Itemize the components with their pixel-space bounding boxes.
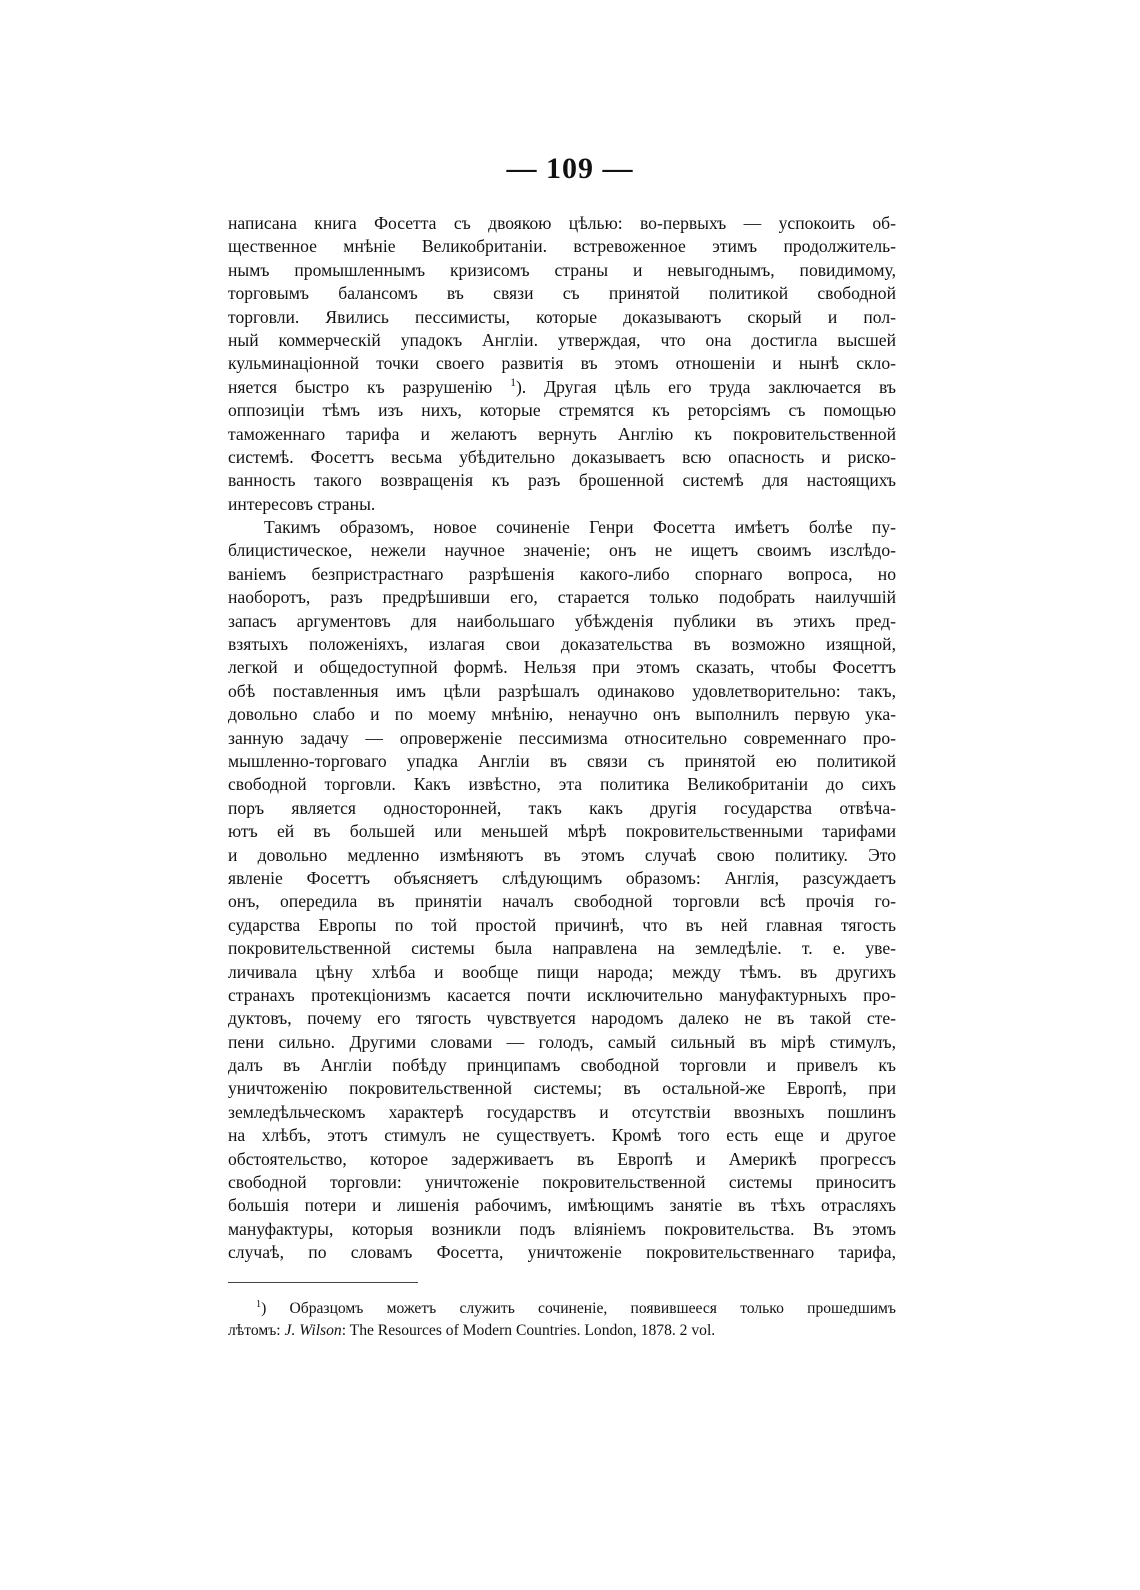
text-line: ный коммерческій упадокъ Англіи. утверждая, что она достигла высшей [228, 329, 896, 350]
text-line: написана книга Фосетта съ двоякою цѣлью: во-первыхъ — успокоить об- [228, 213, 896, 233]
text-line: торговымъ балансомъ въ связи съ принятой политикой свободной [228, 283, 896, 304]
text-line: случаѣ, по словамъ Фосетта, уничтоженіе покровительственнаго тарифа, [228, 1242, 896, 1263]
text-line: мышленно-торговаго упадка Англіи въ связи съ принятой ею политикой [228, 750, 896, 771]
paragraph-end-line: интересовъ страны. [228, 493, 376, 514]
text-line: пени сильно. Другими словами — голодъ, самый сильный въ мірѣ стимулъ, [228, 1031, 896, 1052]
text-line: ваніемъ безпристрастнаго разрѣшенія какого-либо спорнаго вопроса, но [228, 563, 896, 584]
text-line: легкой и общедоступной формѣ. Нельзя при этомъ сказать, чтобы Фосеттъ [228, 657, 896, 678]
text-line: щественное мнѣніе Великобританіи. встревоженное этимъ продолжитель- [228, 236, 896, 257]
body-text [228, 212, 896, 1265]
text-line: и довольно медленно измѣняютъ въ этомъ случаѣ свою политику. Это [228, 844, 896, 865]
footnote-author: J. Wilson [284, 1321, 342, 1339]
text-line: ютъ ей въ большей или меньшей мѣрѣ покровительственными тарифами [228, 821, 896, 842]
text-line: наоборотъ, разъ предрѣшивши его, старается только подобрать наилучшій [228, 587, 896, 608]
text-line: занную задачу — опроверженіе пессимизма относительно современнаго про- [228, 727, 896, 748]
text-line: торговли. Явились пессимисты, которые доказываютъ скорый и пол- [228, 306, 896, 327]
text-line: дуктовъ, почему его тягость чувствуется народомъ далеко не въ такой сте- [228, 1008, 896, 1029]
page-number: — 109 — [506, 152, 634, 185]
footnote-reference[interactable]: 1 [510, 376, 516, 389]
text-line: далъ въ Англіи побѣду принципамъ свободной торговли и привелъ къ [228, 1055, 896, 1076]
text-line: кульминаціонной точки своего развитія въ этомъ отношеніи и нынѣ скло- [228, 353, 896, 374]
footnote-divider [228, 1282, 418, 1283]
footnote-text: : The Resources of Modern Countries. London, 1878. 2 vol. [341, 1321, 716, 1339]
footnote-text: ) Образцомъ можетъ служить сочиненіе, появившееся только прошедшимъ [261, 1300, 896, 1317]
text-line: свободной торговли. Какъ извѣстно, эта политика Великобританіи до сихъ [228, 774, 896, 795]
footnotes [228, 1298, 896, 1341]
text-line: на хлѣбъ, этотъ стимулъ не существуетъ. Кромѣ того есть еще и другое [228, 1125, 896, 1146]
text-line: странахъ протекціонизмъ касается почти исключительно мануфактурныхъ про- [228, 984, 896, 1005]
footnote-line [228, 1298, 896, 1320]
text-line: большія потери и лишенія рабочимъ, имѣющимъ занятіе въ тѣхъ отрасляхъ [228, 1195, 896, 1216]
text-line: обстоятельство, которое задерживаетъ въ Европѣ и Америкѣ прогрессъ [228, 1148, 896, 1169]
text-fragment: няется быстро къ разрушенію [228, 376, 493, 397]
paragraph-start-line: Такимъ образомъ, новое сочиненіе Генри Фосетта имѣетъ болѣе пу- [264, 517, 896, 538]
text-line: ванность такого возвращенія къ разъ брошенной системѣ для настоящихъ [228, 470, 896, 491]
text-line: свободной торговли: уничтоженіе покровительственной системы приноситъ [228, 1172, 896, 1193]
text-line: оппозиціи тѣмъ изъ нихъ, которые стремятся къ реторсіямъ съ помощью [228, 400, 896, 421]
footnote-line [228, 1320, 896, 1342]
text-line: земледѣльческомъ характерѣ государствъ и отсутствіи ввозныхъ пошлинъ [228, 1101, 896, 1122]
text-line: довольно слабо и по моему мнѣнію, ненаучно онъ выполнилъ первую ука- [228, 704, 896, 725]
text-line: покровительственной системы была направлена на земледѣліе. т. е. уве- [228, 938, 896, 959]
footnote-marker: 1 [256, 1298, 262, 1310]
text-line: блицистическое, нежели научное значеніе; онъ не ищетъ своимъ изслѣдо- [228, 540, 896, 561]
text-line: запасъ аргументовъ для наибольшаго убѣжденія публики въ этихъ пред- [228, 610, 896, 631]
text-line: явленіе Фосеттъ объясняетъ слѣдующимъ образомъ: Англія, разсуждаетъ [228, 867, 896, 888]
text-line: таможеннаго тарифа и желаютъ вернуть Англію къ покровительственной [228, 423, 896, 444]
text-line: взятыхъ положеніяхъ, излагая свои доказательства въ возможно изящной, [228, 634, 896, 655]
text-line: сударства Европы по той простой причинѣ, что въ ней главная тягость [228, 914, 896, 935]
text-line: системѣ. Фосеттъ весьма убѣдительно доказываетъ всю опасность и риско- [228, 446, 896, 467]
text-line: обѣ поставленныя имъ цѣли разрѣшалъ одинаково удовлетворительно: такъ, [228, 680, 896, 701]
text-line: уничтоженію покровительственной системы; въ остальной-же Европѣ, при [228, 1078, 896, 1099]
text-line: личивала цѣну хлѣба и вообще пищи народа; между тѣмъ. въ другихъ [228, 961, 896, 982]
text-line-with-footnote-ref [228, 376, 896, 399]
footnote-text: лѣтомъ: [228, 1321, 285, 1339]
text-line: поръ является односторонней, такъ какъ другія государства отвѣча- [228, 797, 896, 818]
text-fragment: ). Другая цѣль его труда заключается въ [515, 376, 896, 397]
text-line: онъ, опередила въ принятіи началъ свободной торговли всѣ прочія го- [228, 891, 896, 912]
text-line: нымъ промышленнымъ кризисомъ страны и невыгоднымъ, повидимому, [228, 259, 896, 280]
text-line: мануфактуры, которыя возникли подъ вліяніемъ покровительства. Въ этомъ [228, 1218, 896, 1239]
